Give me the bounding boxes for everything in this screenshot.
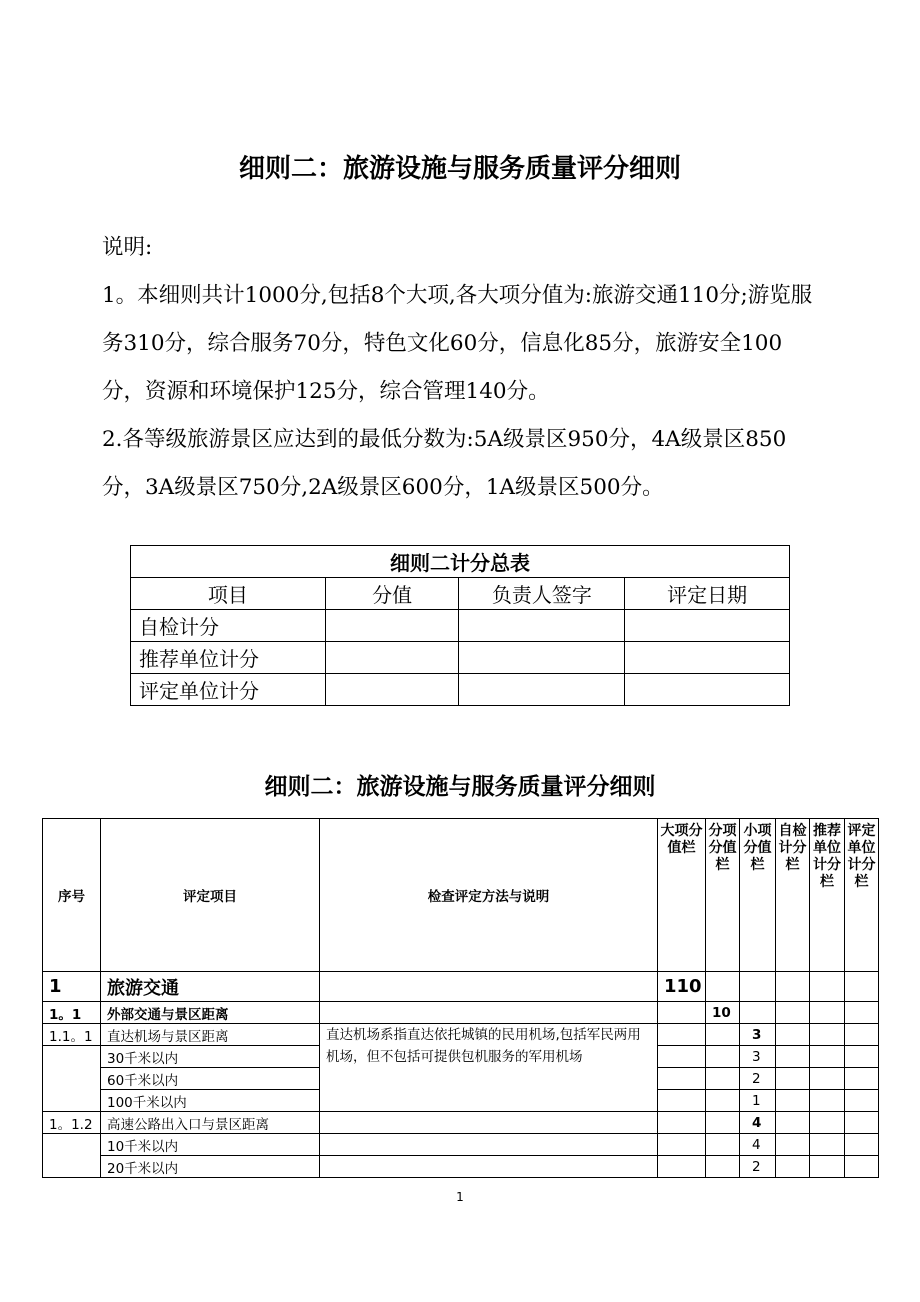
row-seq: 1。1.2 bbox=[43, 1112, 101, 1134]
row-seq: 1.1。1 bbox=[43, 1024, 101, 1046]
score-input[interactable] bbox=[776, 1090, 810, 1112]
table-row bbox=[43, 1024, 879, 1046]
intro-para-1: 1。本细则共计1000分,包括8个大项,各大项分值为:旅游交通110分;游览服务310分，综合服务70分，特色文化60分，信息化85分，旅游安全100分，资源和环境保护125分，综合管理140分。 bbox=[102, 283, 813, 404]
summary-cell-input[interactable] bbox=[325, 642, 459, 674]
score-input[interactable] bbox=[776, 1046, 810, 1068]
row-minor-score: 1 bbox=[740, 1090, 776, 1112]
summary-header-date: 评定日期 bbox=[625, 578, 790, 610]
summary-cell-input[interactable] bbox=[625, 642, 790, 674]
summary-row-recommend: 推荐单位计分 bbox=[131, 642, 326, 674]
row-item: 10千米以内 bbox=[101, 1134, 320, 1156]
row-item: 100千米以内 bbox=[101, 1090, 320, 1112]
score-input[interactable] bbox=[845, 1046, 879, 1068]
score-input[interactable] bbox=[845, 1002, 879, 1024]
row-item: 高速公路出入口与景区距离 bbox=[101, 1112, 320, 1134]
score-input[interactable] bbox=[810, 1134, 845, 1156]
row-minor-score: 4 bbox=[740, 1112, 776, 1134]
summary-caption: 细则二计分总表 bbox=[131, 546, 790, 578]
row-seq: 1 bbox=[43, 972, 101, 1002]
row-method bbox=[320, 972, 658, 1002]
table-row bbox=[43, 1112, 879, 1134]
page-title: 细则二：旅游设施与服务质量评分细则 bbox=[238, 154, 681, 184]
table-row bbox=[43, 1134, 879, 1156]
row-minor-score: 3 bbox=[740, 1046, 776, 1068]
score-input[interactable] bbox=[845, 1112, 879, 1134]
detail-title: 细则二：旅游设施与服务质量评分细则 bbox=[264, 774, 656, 800]
row-item: 60千米以内 bbox=[101, 1068, 320, 1090]
score-input[interactable] bbox=[810, 1068, 845, 1090]
score-input[interactable] bbox=[810, 972, 845, 1002]
detail-table bbox=[42, 818, 879, 1178]
score-input[interactable] bbox=[776, 1024, 810, 1046]
header-sub: 分项分值栏 bbox=[706, 819, 740, 972]
score-input[interactable] bbox=[845, 1024, 879, 1046]
summary-cell-input[interactable] bbox=[625, 610, 790, 642]
summary-cell-input[interactable] bbox=[459, 610, 625, 642]
row-minor-score: 2 bbox=[740, 1156, 776, 1178]
score-input[interactable] bbox=[845, 1068, 879, 1090]
summary-header-signature: 负责人签字 bbox=[459, 578, 625, 610]
header-major: 大项分值栏 bbox=[658, 819, 706, 972]
score-input[interactable] bbox=[810, 1090, 845, 1112]
table-row bbox=[43, 1156, 879, 1178]
header-recommend: 推荐单位计分栏 bbox=[810, 819, 845, 972]
score-input[interactable] bbox=[845, 972, 879, 1002]
header-method: 检查评定方法与说明 bbox=[320, 819, 658, 972]
table-row bbox=[43, 1002, 879, 1024]
score-input[interactable] bbox=[845, 1156, 879, 1178]
header-self: 自检计分栏 bbox=[776, 819, 810, 972]
summary-table bbox=[130, 545, 790, 706]
score-input[interactable] bbox=[810, 1156, 845, 1178]
row-minor-score: 4 bbox=[740, 1134, 776, 1156]
score-input[interactable] bbox=[810, 1046, 845, 1068]
summary-cell-input[interactable] bbox=[459, 642, 625, 674]
score-input[interactable] bbox=[810, 1002, 845, 1024]
row-item: 外部交通与景区距离 bbox=[101, 1002, 320, 1024]
summary-row-self: 自检计分 bbox=[131, 610, 326, 642]
intro-para-2: 2.各等级旅游景区应达到的最低分数为:5A级景区950分，4A级景区850分，3A级景区750分,2A级景区600分，1A级景区500分。 bbox=[102, 427, 787, 500]
row-item: 直达机场与景区距离 bbox=[101, 1024, 320, 1046]
row-minor-score: 3 bbox=[740, 1024, 776, 1046]
score-input[interactable] bbox=[776, 1134, 810, 1156]
score-input[interactable] bbox=[776, 1112, 810, 1134]
intro-text bbox=[102, 224, 822, 512]
header-assess: 评定单位计分栏 bbox=[845, 819, 879, 972]
table-row bbox=[43, 972, 879, 1002]
score-input[interactable] bbox=[776, 972, 810, 1002]
summary-row-assess: 评定单位计分 bbox=[131, 674, 326, 706]
page-number: 1 bbox=[456, 1190, 464, 1204]
score-input[interactable] bbox=[810, 1024, 845, 1046]
row-item: 30千米以内 bbox=[101, 1046, 320, 1068]
summary-cell-input[interactable] bbox=[459, 674, 625, 706]
row-item: 旅游交通 bbox=[101, 972, 320, 1002]
summary-cell-input[interactable] bbox=[325, 610, 459, 642]
score-input[interactable] bbox=[810, 1112, 845, 1134]
summary-cell-input[interactable] bbox=[325, 674, 459, 706]
intro-label: 说明: bbox=[102, 235, 153, 260]
header-minor: 小项分值栏 bbox=[740, 819, 776, 972]
summary-header-score: 分值 bbox=[325, 578, 459, 610]
score-input[interactable] bbox=[776, 1002, 810, 1024]
score-input[interactable] bbox=[845, 1090, 879, 1112]
row-seq: 1。1 bbox=[43, 1002, 101, 1024]
summary-cell-input[interactable] bbox=[625, 674, 790, 706]
row-method: 直达机场系指直达依托城镇的民用机场,包括军民两用机场，但不包括可提供包机服务的军用机场 bbox=[320, 1024, 658, 1112]
score-input[interactable] bbox=[776, 1068, 810, 1090]
row-sub-score: 10 bbox=[706, 1002, 740, 1024]
header-seq: 序号 bbox=[43, 819, 101, 972]
score-input[interactable] bbox=[845, 1134, 879, 1156]
score-input[interactable] bbox=[776, 1156, 810, 1178]
summary-header-item: 项目 bbox=[131, 578, 326, 610]
header-item: 评定项目 bbox=[101, 819, 320, 972]
row-item: 20千米以内 bbox=[101, 1156, 320, 1178]
row-minor-score: 2 bbox=[740, 1068, 776, 1090]
row-major-score: 110 bbox=[658, 972, 706, 1002]
